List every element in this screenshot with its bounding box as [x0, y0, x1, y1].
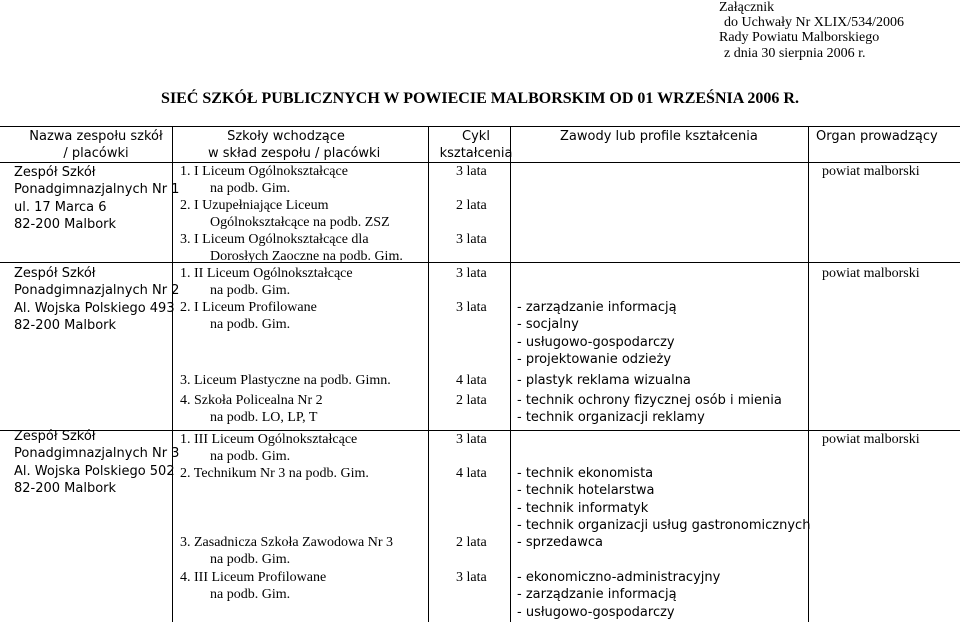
header-col-schools-l2: w skład zespołu / placówki [208, 146, 381, 162]
cycle-g3s4: 3 lata [456, 570, 487, 585]
profile-g2s2-1: - zarządzanie informacją [517, 300, 677, 315]
school-g3s2: 2. Technikum Nr 3 na podb. Gim. [180, 466, 369, 481]
profile-g2s4-2: - technik organizacji reklamy [517, 410, 705, 426]
group-3-name [14, 428, 179, 497]
school-g1s3 [180, 231, 403, 266]
profile-g3s4-1: - ekonomiczno-administracyjny [517, 570, 721, 585]
group-2-name-l2: Ponadgimnazjalnych Nr 2 [14, 283, 180, 299]
group-2-name [14, 265, 179, 334]
cycle-g1s2: 2 lata [456, 198, 487, 213]
profile-g2s2-4: - projektowanie odzieży [517, 351, 672, 367]
profiles-g2s4 [517, 392, 782, 427]
school-g1s2-l1: 2. I Uzupełniające Liceum [180, 198, 329, 213]
profile-g2s2-3: - usługowo-gospodarczy [517, 334, 675, 350]
header-col-schools [208, 128, 381, 163]
group-1-name-l2: Ponadgimnazjalnych Nr 1 [14, 182, 180, 198]
header-col-name-l1: Nazwa zespołu szkół [29, 129, 163, 144]
group-1-organ: powiat malborski [822, 164, 920, 179]
school-g3s4-l1: 4. III Liceum Profilowane [180, 570, 327, 585]
school-g2s1-l1: 1. II Liceum Ogólnokształcące [180, 266, 353, 281]
school-g3s1-l1: 1. III Liceum Ogólnokształcące [180, 432, 358, 447]
header-col-organ [816, 128, 938, 145]
cycle-g3s3: 2 lata [456, 535, 487, 550]
group-1-addr-l2: 82-200 Malbork [14, 216, 117, 232]
group-2-organ: powiat malborski [822, 266, 920, 281]
profile-g2s4-1: - technik ochrony fizycznej osób i mienia [517, 393, 782, 408]
header-col-name-l2: / placówki [63, 146, 129, 162]
cycle-g3s1: 3 lata [456, 432, 487, 447]
group-3-addr-l2: 82-200 Malbork [14, 480, 117, 496]
school-g3s3 [180, 534, 393, 569]
group-1-name [14, 164, 179, 233]
school-g3s1-l2: na podb. Gim. [210, 449, 291, 465]
profile-g3s3-1: - sprzedawca [517, 535, 603, 550]
attachment-line-3: Rady Powiatu Malborskiego [719, 30, 880, 45]
school-g3s3-l2: na podb. Gim. [210, 552, 291, 568]
school-g1s2-l2: Ogólnokształcące na podb. ZSZ [210, 215, 390, 231]
group-1-addr-l1: ul. 17 Marca 6 [14, 199, 107, 215]
school-g2s2 [180, 299, 317, 334]
school-g2s1-l2: na podb. Gim. [210, 283, 291, 299]
header-col-professions [560, 128, 758, 145]
school-g3s1 [180, 431, 357, 466]
cycle-g2s4: 2 lata [456, 393, 487, 408]
school-g2s2-l1: 2. I Liceum Profilowane [180, 300, 317, 315]
column-divider-2 [428, 126, 429, 622]
school-g1s2 [180, 197, 390, 232]
profile-g3s2-1: - technik ekonomista [517, 466, 654, 481]
school-g1s1-l2: na podb. Gim. [210, 181, 291, 197]
cycle-g2s1: 3 lata [456, 266, 487, 281]
school-g1s1 [180, 163, 348, 198]
profiles-g3s2 [517, 465, 810, 534]
group-3-addr-l1: Al. Wojska Polskiego 502 [14, 463, 175, 479]
profile-g3s2-2: - technik hotelarstwa [517, 483, 655, 499]
group-2-name-l1: Zespół Szkół [14, 266, 96, 281]
group-1-name-l1: Zespół Szkół [14, 165, 96, 180]
header-col-cycle [428, 128, 524, 163]
header-col-cycle-l1: Cykl [462, 129, 490, 144]
profiles-g3s4 [517, 569, 720, 621]
header-col-cycle-l2: kształcenia [439, 146, 513, 162]
attachment-line-2: do Uchwały Nr XLIX/534/2006 [724, 15, 905, 30]
header-col-professions-label: Zawody lub profile kształcenia [560, 129, 758, 144]
school-g2s3: 3. Liceum Plastyczne na podb. Gimn. [180, 373, 391, 388]
column-divider-3 [510, 126, 511, 622]
school-g3s3-l1: 3. Zasadnicza Szkoła Zawodowa Nr 3 [180, 535, 394, 550]
header-col-organ-label: Organ prowadzący [816, 129, 938, 144]
profile-g3s4-3: - usługowo-gospodarczy [517, 604, 675, 620]
profile-g2s3-1: - plastyk reklama wizualna [517, 373, 691, 388]
school-g1s3-l1: 3. I Liceum Ogólnokształcące dla [180, 232, 369, 247]
group-3-organ: powiat malborski [822, 432, 920, 447]
group-2-addr-l2: 82-200 Malbork [14, 317, 117, 333]
group-3-name-l2: Ponadgimnazjalnych Nr 3 [14, 446, 180, 462]
attachment-line-4: z dnia 30 sierpnia 2006 r. [724, 46, 866, 61]
profile-g3s2-3: - technik informatyk [517, 500, 649, 516]
school-g1s3-l2: Dorosłych Zaoczne na podb. Gim. [210, 249, 403, 265]
school-g2s2-l2: na podb. Gim. [210, 317, 291, 333]
profile-g2s2-2: - socjalny [517, 317, 579, 333]
group-2-addr-l1: Al. Wojska Polskiego 493 [14, 300, 175, 316]
school-g2s4-l1: 4. Szkoła Policealna Nr 2 [180, 393, 323, 408]
group-3-name-l1: Zespół Szkół [14, 429, 96, 444]
cycle-g2s2: 3 lata [456, 300, 487, 315]
school-g1s1-l1: 1. I Liceum Ogólnokształcące [180, 164, 348, 179]
profiles-g2s2 [517, 299, 677, 368]
group-1-bottom-border [0, 262, 960, 263]
cycle-g3s2: 4 lata [456, 466, 487, 481]
school-g2s4 [180, 392, 323, 427]
school-g2s4-l2: na podb. LO, LP, T [210, 410, 318, 426]
page-title: SIEĆ SZKÓŁ PUBLICZNYCH W POWIECIE MALBORSKIM OD 01 WRZEŚNIA 2006 R. [161, 90, 799, 107]
profile-g3s2-4: - technik organizacji usług gastronomicznych [517, 517, 811, 533]
column-divider-4 [808, 126, 809, 622]
cycle-g2s3: 4 lata [456, 373, 487, 388]
cycle-g1s3: 3 lata [456, 232, 487, 247]
header-col-name [0, 128, 192, 163]
school-g3s4 [180, 569, 326, 604]
school-g3s4-l2: na podb. Gim. [210, 587, 291, 603]
table-top-border [0, 126, 960, 127]
attachment-line-1: Załącznik [719, 0, 775, 15]
cycle-g1s1: 3 lata [456, 164, 487, 179]
profile-g3s4-2: - zarządzanie informacją [517, 587, 677, 603]
school-g2s1 [180, 265, 353, 300]
header-col-schools-l1: Szkoły wchodzące [227, 129, 345, 144]
